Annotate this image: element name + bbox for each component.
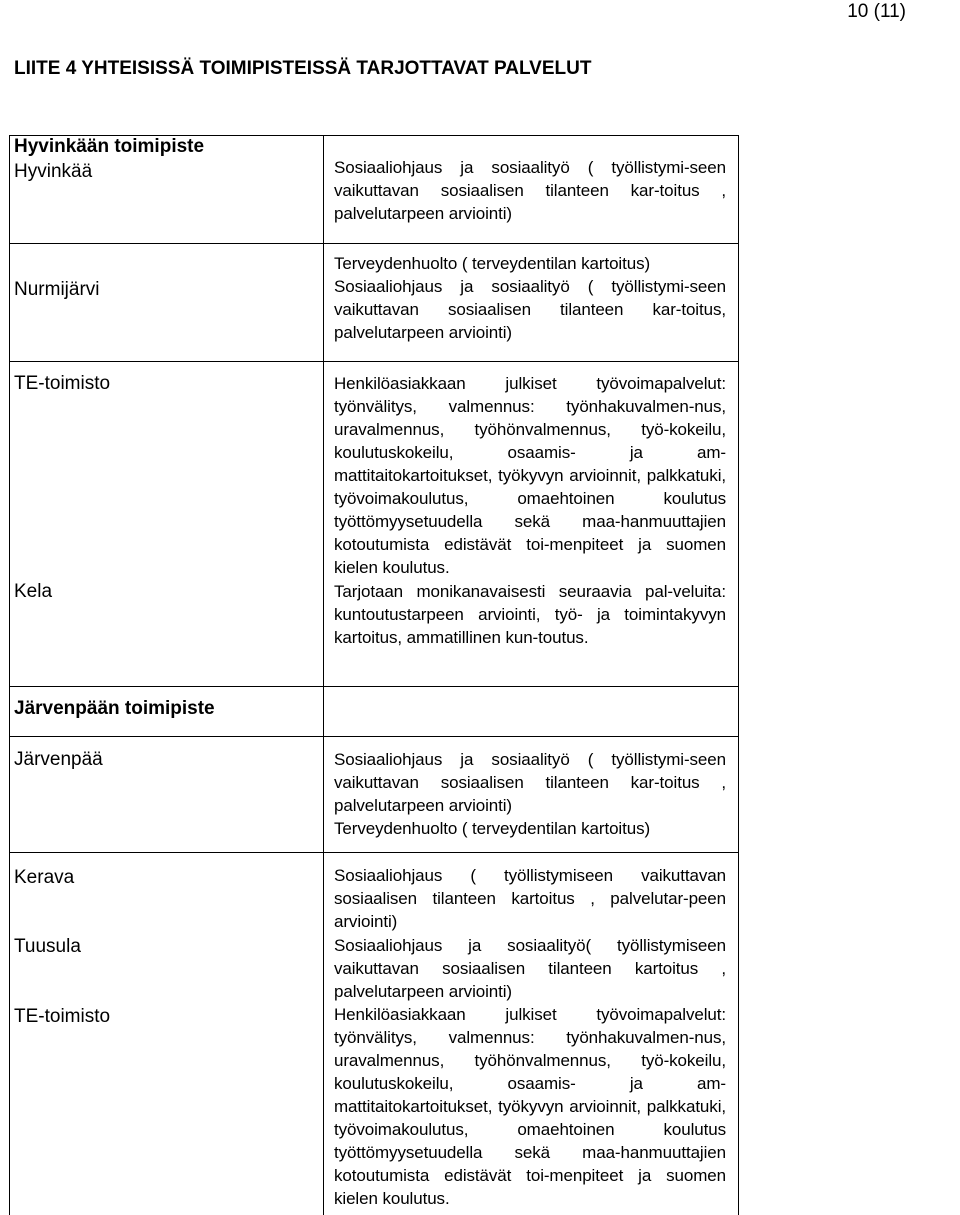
section-divider-jarvenpaa [9,852,739,853]
location-te-toimisto: TE-toimisto [14,373,111,394]
service-text: Henkilöasiakkaan julkiset työvoimapalvelut: työnvälitys, valmennus: työnhakuvalmen-nus, uravalmennus, työhönvalmennus, työ-kokeilu, koulutuskokeilu, osaamis- ja am-mattitaitokartoitukset, työkyvyn arvioinnit, palkkatuki, työvoimakoulutus, omaehtoinen koulutus työttömyysetuudella sekä maa-hanmuuttajien kotoutumista edistävät toi-menpiteet ja suomen kielen koulutus. [334,374,726,577]
services-te-toimisto-jarvenpaa [334,1003,726,1210]
services-hyvinkaa [334,156,726,225]
service-text: Terveydenhuolto ( terveydentilan kartoitus) [334,254,651,273]
service-text: Sosiaaliohjaus ja sosiaalityö ( työllistymi-seen vaikuttavan sosiaalisen tilanteen kar-toitus , palvelutarpeen arviointi) [334,158,726,223]
services-kela [334,580,726,649]
service-text: Sosiaaliohjaus ( työllistymiseen vaikuttavan sosiaalisen tilanteen kartoitus , palvelutar-peen arviointi) [334,866,726,931]
services-tuusula [334,934,726,1003]
location-jarvenpaa: Järvenpää [14,749,103,770]
section-divider-jarvenpaa-title [9,686,739,687]
section-title-hyvinkaa: Hyvinkään toimipiste [14,136,205,157]
location-te-toimisto-jarvenpaa: TE-toimisto [14,1006,111,1027]
page-number: 10 (11) [847,1,906,22]
location-hyvinkaa: Hyvinkää [14,161,93,182]
section-divider-nurmijarvi [9,361,739,362]
table-column-divider [323,135,324,1215]
service-text: Sosiaaliohjaus ja sosiaalityö ( työllistymi-seen vaikuttavan sosiaalisen tilanteen kar-toitus , palvelutarpeen arviointi) [334,750,726,815]
service-text: Terveydenhuolto ( terveydentilan kartoitus) [334,819,651,838]
page-heading: LIITE 4 YHTEISISSÄ TOIMIPISTEISSÄ TARJOTTAVAT PALVELUT [14,58,592,79]
section-title-jarvenpaa: Järvenpään toimipiste [14,698,215,719]
table-border-left [9,135,10,1215]
service-text: Sosiaaliohjaus ja sosiaalityö ( työllistymi-seen vaikuttavan sosiaalisen tilanteen kar-toitus, palvelutarpeen arviointi) [334,277,726,342]
table-border-right [738,135,739,1215]
section-divider-jarvenpaa-header [9,736,739,737]
service-text: Tarjotaan monikanavaisesti seuraavia pal-veluita: kuntoutustarpeen arviointi, työ- ja toimintakyvyn kartoitus, ammatillinen kun-toutus. [334,582,726,647]
location-nurmijarvi: Nurmijärvi [14,279,100,300]
services-nurmijarvi [334,252,726,344]
location-kerava: Kerava [14,867,75,888]
services-jarvenpaa [334,748,726,840]
section-divider-hyvinkaa [9,243,739,244]
location-tuusula: Tuusula [14,936,81,957]
services-kerava [334,864,726,933]
location-kela: Kela [14,581,53,602]
service-text: Henkilöasiakkaan julkiset työvoimapalvelut: työnvälitys, valmennus: työnhakuvalmen-nus, uravalmennus, työhönvalmennus, työ-kokeilu, koulutuskokeilu, osaamis- ja am-mattitaitokartoitukset, työkyvyn arvioinnit, palkkatuki, työvoimakoulutus, omaehtoinen koulutus työttömyysetuudella sekä maa-hanmuuttajien kotoutumista edistävät toi-menpiteet ja suomen kielen koulutus. [334,1005,726,1208]
service-text: Sosiaaliohjaus ja sosiaalityö( työllistymiseen vaikuttavan sosiaalisen tilanteen kartoitus , palvelutarpeen arviointi) [334,936,726,1001]
services-te-toimisto [334,372,726,579]
